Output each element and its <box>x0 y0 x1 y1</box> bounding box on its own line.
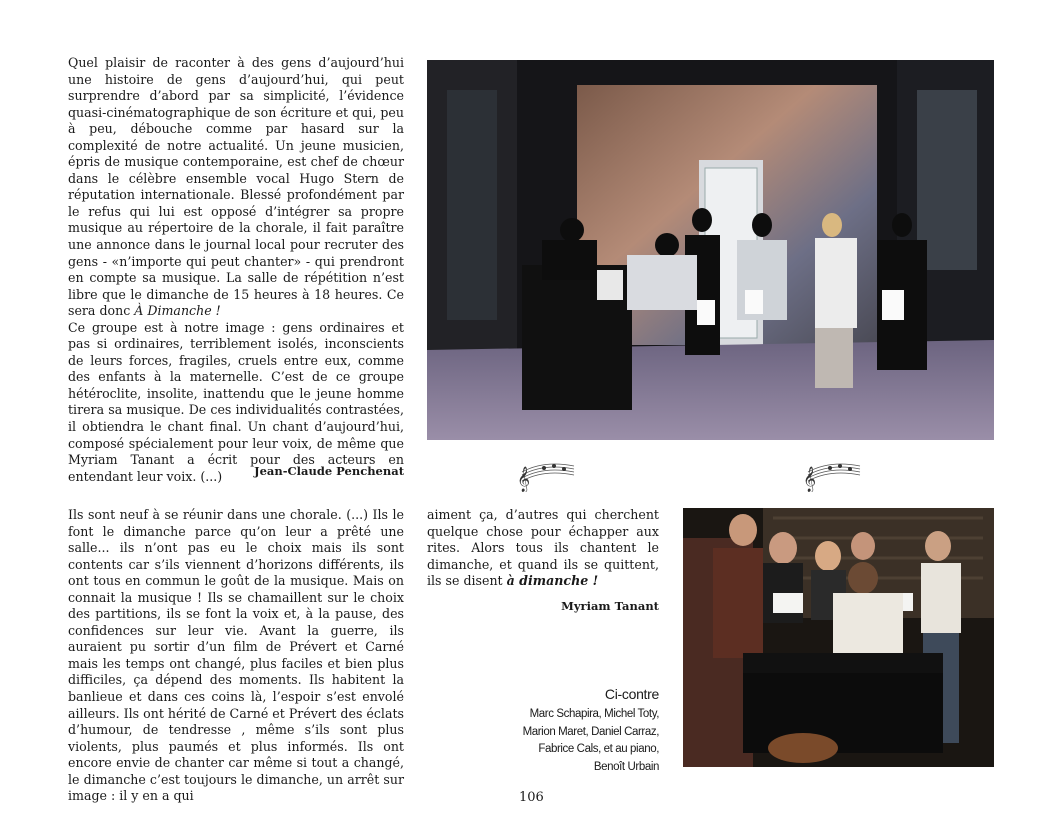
review-paragraph: Ils sont neuf à se réunir dans une chorale. (...) Ils le font le dimanche parce qu’on leur a prêté une salle... ils n’ont pas eu le choix mais ils sont contents car s’ils viennent d’horizons différents, ils ont tous en commun le goût de la musique. Mais on connait la musique ! Ils se chamaillent sur le choix des partitions, ils se font la voix et, à la pause, des confidences sur leur vie. Avant la guerre, ils auraient pu sortir d’un film de Prévert et Carné mais les temps ont changé, plus faciles et bien plus difficiles, ça dépend des moments. Ils habitent la banlieue et dans ces coins là, l’espoir s’est envolé ailleurs. Ils ont hérité de Carné et Prévert des éclats d’humour, de tendresse , même s’ils sont plus violents, plus paumés et plus informés. Ils ont encore envie de chanter car même si tout a changé, le dimanche c’est toujours le dimanche, un arrêt sur image : il y en a qui <box>68 507 404 804</box>
intro-paragraph-1: Quel plaisir de raconter à des gens d’aujourd’hui une histoire de gens d’aujourd’hui, qui peut surprendre d’abord par sa simplicité, l’évidence quasi-cinématographique de son écriture et qui, peu à peu, débouche comme par hasard sur la complexité de notre actualité. Un jeune musicien, épris de musique contemporaine, est chef de chœur dans le célèbre ensemble vocal Hugo Stern de réputation internationale. Blessé profondément par le refus qui lui est opposé d’intégrer sa propre musique au répertoire de la chorale, il fait paraître une annonce dans le journal local pour recruter des gens - «n’importe qui peut chanter» - qui prendront en compte sa musique. La salle de répétition n’est libre que le dimanche de 15 heures à 18 heures. Ce sera donc À Dimanche ! <box>68 55 404 319</box>
review-continued-paragraph: aiment ça, d’autres qui cherchent quelque chose pour échapper aux rites. Alors tous ils chantent le dimanche, et quand ils se quittent, ils se disent à dimanche ! <box>427 507 659 589</box>
play-title: À Dimanche ! <box>134 303 221 319</box>
review-text-continued <box>427 507 659 590</box>
intro-paragraph-2: Ce groupe est à notre image : gens ordinaires et pas si ordinaires, terriblement isolés, inconscients de leurs forces, fragiles, cruels entre eux, comme des enfants à la maternelle. C’est de ce groupe hétéroclite, insolite, inattendu que le jeune homme tirera sa musique. De ces individualités contrastées, il obtiendra le chant final. Un chant d’aujourd’hui, composé spécialement pour leur voix, de même que Myriam Tanant a écrit pour des acteurs en entendant leur voix. (...) <box>68 319 404 484</box>
stage-photo <box>427 60 994 440</box>
caption-line: Marc Schapira, Michel Toty, <box>529 708 659 720</box>
photo-caption <box>459 686 659 776</box>
caption-line: Benoît Urbain <box>593 760 659 773</box>
page-number: 106 <box>519 790 544 805</box>
svg-text:𝄞: 𝄞 <box>517 467 531 492</box>
music-notes-ornament-right <box>800 456 862 492</box>
svg-text:𝄞: 𝄞 <box>803 467 817 492</box>
caption-heading: Ci-contre <box>604 686 659 702</box>
music-notes-ornament-left <box>514 456 576 492</box>
review-text <box>68 507 404 805</box>
piano-group-photo <box>683 508 994 767</box>
intro-text <box>68 55 404 485</box>
play-title-closing: à dimanche ! <box>506 573 599 589</box>
signature-penchenat: Jean-Claude Penchenat <box>254 464 404 478</box>
caption-line: Marion Maret, Daniel Carraz, <box>522 725 659 738</box>
signature-tanant: Myriam Tanant <box>561 599 659 613</box>
caption-line: Fabrice Cals, et au piano, <box>538 743 659 756</box>
